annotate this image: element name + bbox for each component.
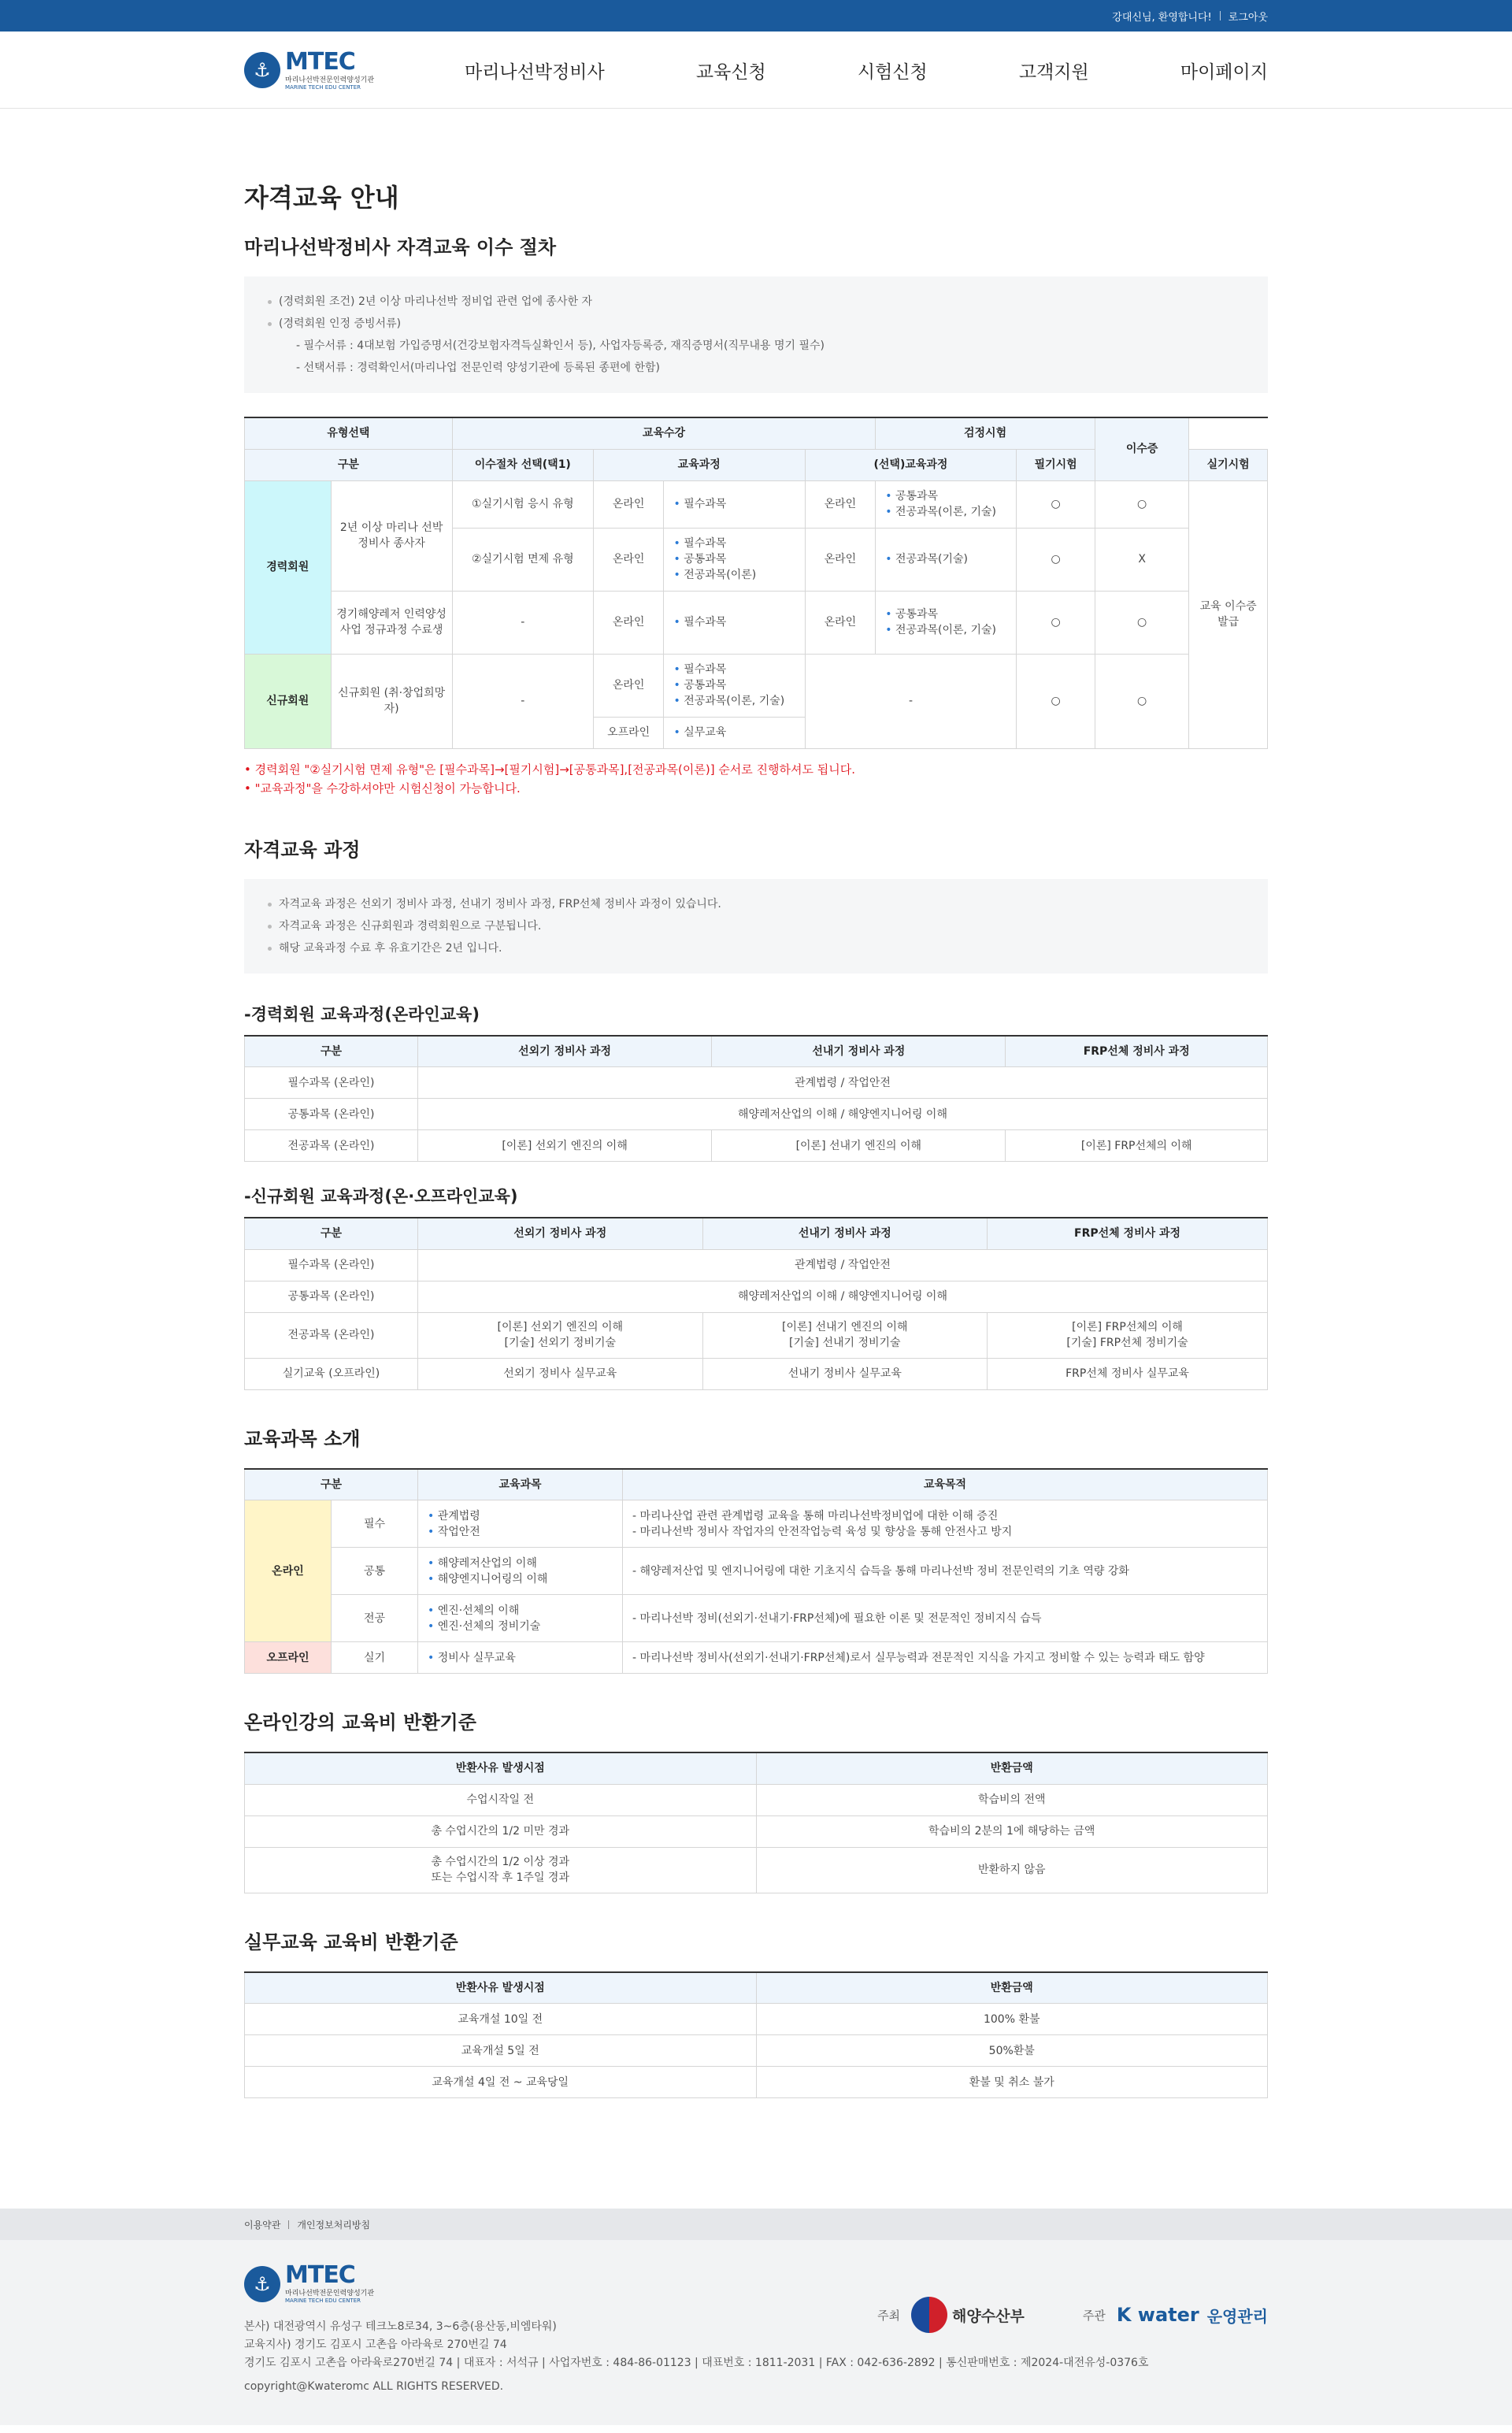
info-box [244, 276, 1268, 393]
org-label: 주관 [1082, 2308, 1106, 2323]
goal: - 해양레저산업 및 엔지니어링에 대한 기초지식 습득을 통해 마리나선박 정비 전문인력의 기초 역량 강화 [632, 1564, 1129, 1578]
td: 신규회원 (취·창업희망자) [331, 654, 452, 748]
subject-item: • 관계법령 [428, 1508, 617, 1524]
td: 전공과목 (온라인) [245, 1312, 418, 1358]
header [0, 32, 1512, 109]
info-line: 교육지사) 경기도 김포시 고촌읍 아라육로 270번길 74 [244, 2338, 507, 2351]
td: 공통과목 (온라인) [245, 1281, 418, 1312]
logo-text: MTEC [285, 47, 355, 76]
info-item: (경력회원 조건) 2년 이상 마리나선박 정비업 관련 업에 종사한 자 [268, 291, 1244, 313]
th: 구분 [245, 1036, 418, 1067]
table-title: -신규회원 교육과정(온·오프라인교육) [244, 1187, 518, 1206]
info-sub: - 선택서류 : 경력확인서(마리나업 전문인력 양성기관에 등록된 종편에 한함) [296, 362, 661, 374]
note: • "교육과정"을 수강하셔야만 시험신청이 가능합니다. [244, 781, 521, 796]
td: 선내기 정비사 실무교육 [702, 1358, 988, 1389]
info-item: 자격교육 과정은 신규회원과 경력회원으로 구분됩니다. [268, 915, 1244, 937]
course-item: • 필수과목 [673, 536, 799, 551]
td: ○ [1017, 528, 1095, 591]
course-item: • 전공과목(이론) [673, 567, 799, 583]
td: ○ [1095, 591, 1188, 654]
td: 수업시작일 전 [245, 1784, 757, 1815]
td: 2년 이상 마리나 선박 정비사 종사자 [331, 480, 452, 591]
member-type-exp: 경력회원 [245, 480, 332, 654]
kwater-logo: K water [1116, 2304, 1199, 2326]
td-line: [기술] 선내기 정비기술 [789, 1337, 901, 1349]
course-item: • 공통과목 [885, 488, 1011, 504]
info-item: (경력회원 인정 증빙서류) [268, 313, 1244, 335]
th: (선택)교육과정 [805, 449, 1017, 480]
section-title: 온라인강의 교육비 반환기준 [244, 1712, 476, 1734]
subject-item: • 작업안전 [428, 1524, 617, 1540]
td: 공통 [332, 1548, 418, 1595]
section-title: 마리나선박정비사 자격교육 이수 절차 [244, 236, 557, 258]
td: 해양레저산업의 이해 / 해양엔지니어링 이해 [418, 1099, 1268, 1130]
td: ○ [1095, 480, 1188, 528]
refund-practice-table [244, 1971, 1268, 2099]
td-line: 또는 수업시작 후 1주일 경과 [431, 1871, 569, 1884]
td: 교육개설 10일 전 [245, 2004, 757, 2035]
top-bar [0, 0, 1512, 32]
course-item: • 필수과목 [673, 662, 799, 677]
goal: - 마리나선박 정비사 작업자의 안전작업능력 육성 및 향상을 통해 안전사고 방지 [632, 1525, 1013, 1538]
welcome-text: 강대신님, 환영합니다! [1112, 11, 1212, 24]
note: • 경력회원 "②실기시험 면제 유형"은 [필수과목]→[필기시험]→[공통과목],[전공과목(이론)] 순서로 진행하셔도 됩니다. [244, 762, 856, 777]
course-item: • 필수과목 [673, 496, 799, 512]
td: 오프라인 [593, 717, 664, 748]
logo-sub-en: MARINE TECH EDU CENTER [285, 83, 361, 91]
td: 관계법령 / 작업안전 [418, 1249, 1268, 1281]
td: [이론] FRP선체의 이해 [1006, 1130, 1268, 1162]
th: 선외기 정비사 과정 [418, 1218, 703, 1249]
td: 온라인 [805, 528, 876, 591]
subject-item: • 정비사 실무교육 [428, 1650, 617, 1666]
course-item: • 필수과목 [673, 614, 799, 630]
sponsors [877, 2297, 1268, 2333]
td: 선외기 정비사 실무교육 [418, 1358, 703, 1389]
copyright: copyright@Kwateromc ALL RIGHTS RESERVED. [244, 2380, 504, 2393]
course-item: • 공통과목 [673, 551, 799, 567]
goal: - 마리나선박 정비사(선외기·선내기·FRP선체)로서 실무능력과 전문적인 지식을 가지고 정비할 수 있는 능력과 태도 함양 [632, 1651, 1205, 1664]
divider [288, 2220, 289, 2229]
course-item: • 전공과목(이론, 기술) [885, 622, 1011, 638]
td: ○ [1017, 591, 1095, 654]
td: X [1095, 528, 1188, 591]
td: ②실기시험 면제 유형 [452, 528, 593, 591]
anchor-icon: ⚓ [244, 2266, 280, 2302]
th: 교육목적 [623, 1469, 1268, 1500]
host-name: 해양수산부 [952, 2307, 1025, 2325]
td: ○ [1095, 654, 1188, 748]
terms-link[interactable]: 이용약관 [244, 2219, 281, 2231]
td: 온라인 [593, 591, 664, 654]
td: 필수과목 (온라인) [245, 1067, 418, 1099]
td: [이론] 선외기 엔진의 이해 [418, 1130, 712, 1162]
footer-logo [244, 2261, 433, 2304]
info-sub: - 필수서류 : 4대보험 가입증명서(건강보험자격득실확인서 등), 사업자등록증, 재직증명서(직무내용 명기 필수) [296, 339, 825, 352]
td: ①실기시험 응시 유형 [452, 480, 593, 528]
th: 교육수강 [452, 417, 875, 449]
td-line: [기술] FRP선체 정비기술 [1066, 1337, 1188, 1349]
subject-item: • 해양레저산업의 이해 [428, 1556, 617, 1571]
member-type-new: 신규회원 [245, 654, 332, 748]
th: 필기시험 [1017, 449, 1095, 480]
th: 구분 [245, 1469, 418, 1500]
goal: - 마리나산업 관련 관계법령 교육을 통해 마리나선박정비업에 대한 이해 증진 [632, 1509, 999, 1522]
nav-item[interactable]: 고객지원 [1018, 61, 1089, 83]
td: 학습비의 2분의 1에 해당하는 금액 [756, 1815, 1268, 1847]
offline-cell: 오프라인 [245, 1642, 332, 1674]
info-box [244, 879, 1268, 974]
section-title: 실무교육 교육비 반환기준 [244, 1930, 458, 1953]
th: 이수증 [1095, 417, 1188, 480]
logo-sub: 마리나선박전문인력양성기관 [285, 76, 375, 84]
td: [이론] 선내기 엔진의 이해 [712, 1130, 1006, 1162]
info-item: 자격교육 과정은 선외기 정비사 과정, 선내기 정비사 과정, FRP선체 정비사 과정이 있습니다. [268, 893, 1244, 915]
td: 전공과목 (온라인) [245, 1130, 418, 1162]
th: FRP선체 정비사 과정 [1006, 1036, 1268, 1067]
th: 선내기 정비사 과정 [702, 1218, 988, 1249]
site-logo[interactable] [244, 47, 433, 91]
logo-sub-en: MARINE TECH EDU CENTER [285, 2298, 361, 2304]
taeguk-icon [911, 2297, 947, 2333]
td: 실기교육 (오프라인) [245, 1358, 418, 1389]
td: 해양레저산업의 이해 / 해양엔지니어링 이해 [418, 1281, 1268, 1312]
logo-sub: 마리나선박전문인력양성기관 [285, 2290, 375, 2298]
td-line: [이론] 선내기 엔진의 이해 [782, 1321, 908, 1333]
nav-item[interactable]: 시험신청 [857, 61, 928, 83]
privacy-link[interactable]: 개인정보처리방침 [297, 2219, 371, 2231]
td: 경기해양레저 인력양성 사업 정규과정 수료생 [331, 591, 452, 654]
footer [0, 2240, 1512, 2425]
th: 유형선택 [245, 417, 453, 449]
main-nav [433, 57, 1268, 83]
th: 반환사유 발생시점 [245, 1752, 757, 1784]
info-item: 해당 교육과정 수료 후 유효기간은 2년 입니다. [268, 937, 1244, 959]
td: 온라인 [593, 528, 664, 591]
online-cell: 온라인 [245, 1500, 332, 1642]
anchor-icon: ⚓ [244, 52, 280, 88]
td: 50%환불 [756, 2035, 1268, 2067]
procedure-table [244, 417, 1268, 749]
course-item: • 공통과목 [885, 606, 1011, 622]
td-line: [이론] 선외기 엔진의 이해 [497, 1321, 624, 1333]
td: 교육개설 4일 전 ~ 교육당일 [245, 2067, 757, 2098]
th: 구분 [245, 1218, 418, 1249]
subject-item: • 엔진·선체의 정비기술 [428, 1619, 617, 1634]
org-name: 운영관리 [1206, 2306, 1268, 2326]
td: 환불 및 취소 불가 [756, 2067, 1268, 2098]
th: 반환사유 발생시점 [245, 1972, 757, 2004]
footer-links [0, 2209, 1512, 2240]
table-title: -경력회원 교육과정(온라인교육) [244, 1004, 480, 1024]
course-item: • 실무교육 [673, 725, 799, 740]
notes [244, 760, 1268, 798]
td: 온라인 [593, 480, 664, 528]
cert-cell: 교육 이수증 발급 [1189, 480, 1268, 748]
td: 공통과목 (온라인) [245, 1099, 418, 1130]
th: 실기시험 [1189, 449, 1268, 480]
td: - [805, 654, 1017, 748]
td: 총 수업시간의 1/2 미만 경과 [245, 1815, 757, 1847]
logo-text: MTEC [285, 2261, 355, 2289]
td: 100% 환불 [756, 2004, 1268, 2035]
td: 반환하지 않음 [756, 1847, 1268, 1893]
td: ○ [1017, 654, 1095, 748]
td: 온라인 [805, 480, 876, 528]
exp-course-table [244, 1035, 1268, 1163]
new-course-table [244, 1217, 1268, 1390]
subject-item: • 엔진·선체의 이해 [428, 1603, 617, 1619]
th: FRP선체 정비사 과정 [988, 1218, 1268, 1249]
th: 반환금액 [756, 1972, 1268, 2004]
th: 교육과목 [418, 1469, 623, 1500]
info-line: 경기도 김포시 고촌읍 아라육로270번길 74 | 대표자 : 서석규 | 사업자번호 : 484-86-01123 | 대표번호 : 1811-2031 | FAX : 042-636-2892 | 통신판매번호 : 제2024-대전유성-0376호 [244, 2357, 1149, 2369]
td: 교육개설 5일 전 [245, 2035, 757, 2067]
th: 검정시험 [876, 417, 1095, 449]
nav-item[interactable]: 마리나선박정비사 [465, 61, 605, 83]
main-content [244, 109, 1268, 2209]
td: ○ [1017, 480, 1095, 528]
td: 온라인 [593, 654, 664, 717]
refund-online-table [244, 1752, 1268, 1893]
host-label: 주최 [877, 2308, 901, 2323]
td: 온라인 [805, 591, 876, 654]
page-title: 자격교육 안내 [244, 183, 399, 213]
th: 선외기 정비사 과정 [418, 1036, 712, 1067]
td-line: [기술] 선외기 정비기술 [504, 1337, 617, 1349]
section-title: 자격교육 과정 [244, 838, 361, 861]
td: 실기 [332, 1642, 418, 1674]
host-logo [911, 2297, 1025, 2333]
td: FRP선체 정비사 실무교육 [988, 1358, 1268, 1389]
th: 선내기 정비사 과정 [712, 1036, 1006, 1067]
nav-item[interactable]: 교육신청 [695, 61, 766, 83]
td: 학습비의 전액 [756, 1784, 1268, 1815]
subject-table [244, 1468, 1268, 1675]
td: - [452, 654, 593, 748]
course-item: • 전공과목(이론, 기술) [673, 693, 799, 709]
subject-item: • 해양엔지니어링의 이해 [428, 1571, 617, 1587]
td: 전공 [332, 1595, 418, 1642]
divider [1220, 11, 1221, 20]
td: - [452, 591, 593, 654]
logout-link[interactable]: 로그아웃 [1228, 11, 1268, 24]
td: 필수 [332, 1500, 418, 1548]
td: 필수과목 (온라인) [245, 1249, 418, 1281]
goal: - 마리나선박 정비(선외기·선내기·FRP선체)에 필요한 이론 및 전문적인 정비지식 습득 [632, 1611, 1042, 1625]
td: 관계법령 / 작업안전 [418, 1067, 1268, 1099]
course-item: • 전공과목(이론, 기술) [885, 504, 1011, 520]
th: 반환금액 [756, 1752, 1268, 1784]
th: 구분 [245, 449, 453, 480]
info-line: 본사) 대전광역시 유성구 테크노8로34, 3~6층(용산동,비엠타워) [244, 2320, 557, 2333]
th: 이수절차 선택(택1) [452, 449, 593, 480]
course-item: • 공통과목 [673, 677, 799, 693]
th: 교육과정 [593, 449, 805, 480]
td-line: 총 수업시간의 1/2 이상 경과 [431, 1856, 570, 1868]
section-title: 교육과목 소개 [244, 1427, 361, 1450]
course-item: • 전공과목(기술) [885, 551, 1011, 567]
org-logo [1117, 2304, 1268, 2327]
td-line: [이론] FRP선체의 이해 [1072, 1321, 1183, 1333]
nav-item[interactable]: 마이페이지 [1180, 61, 1268, 83]
